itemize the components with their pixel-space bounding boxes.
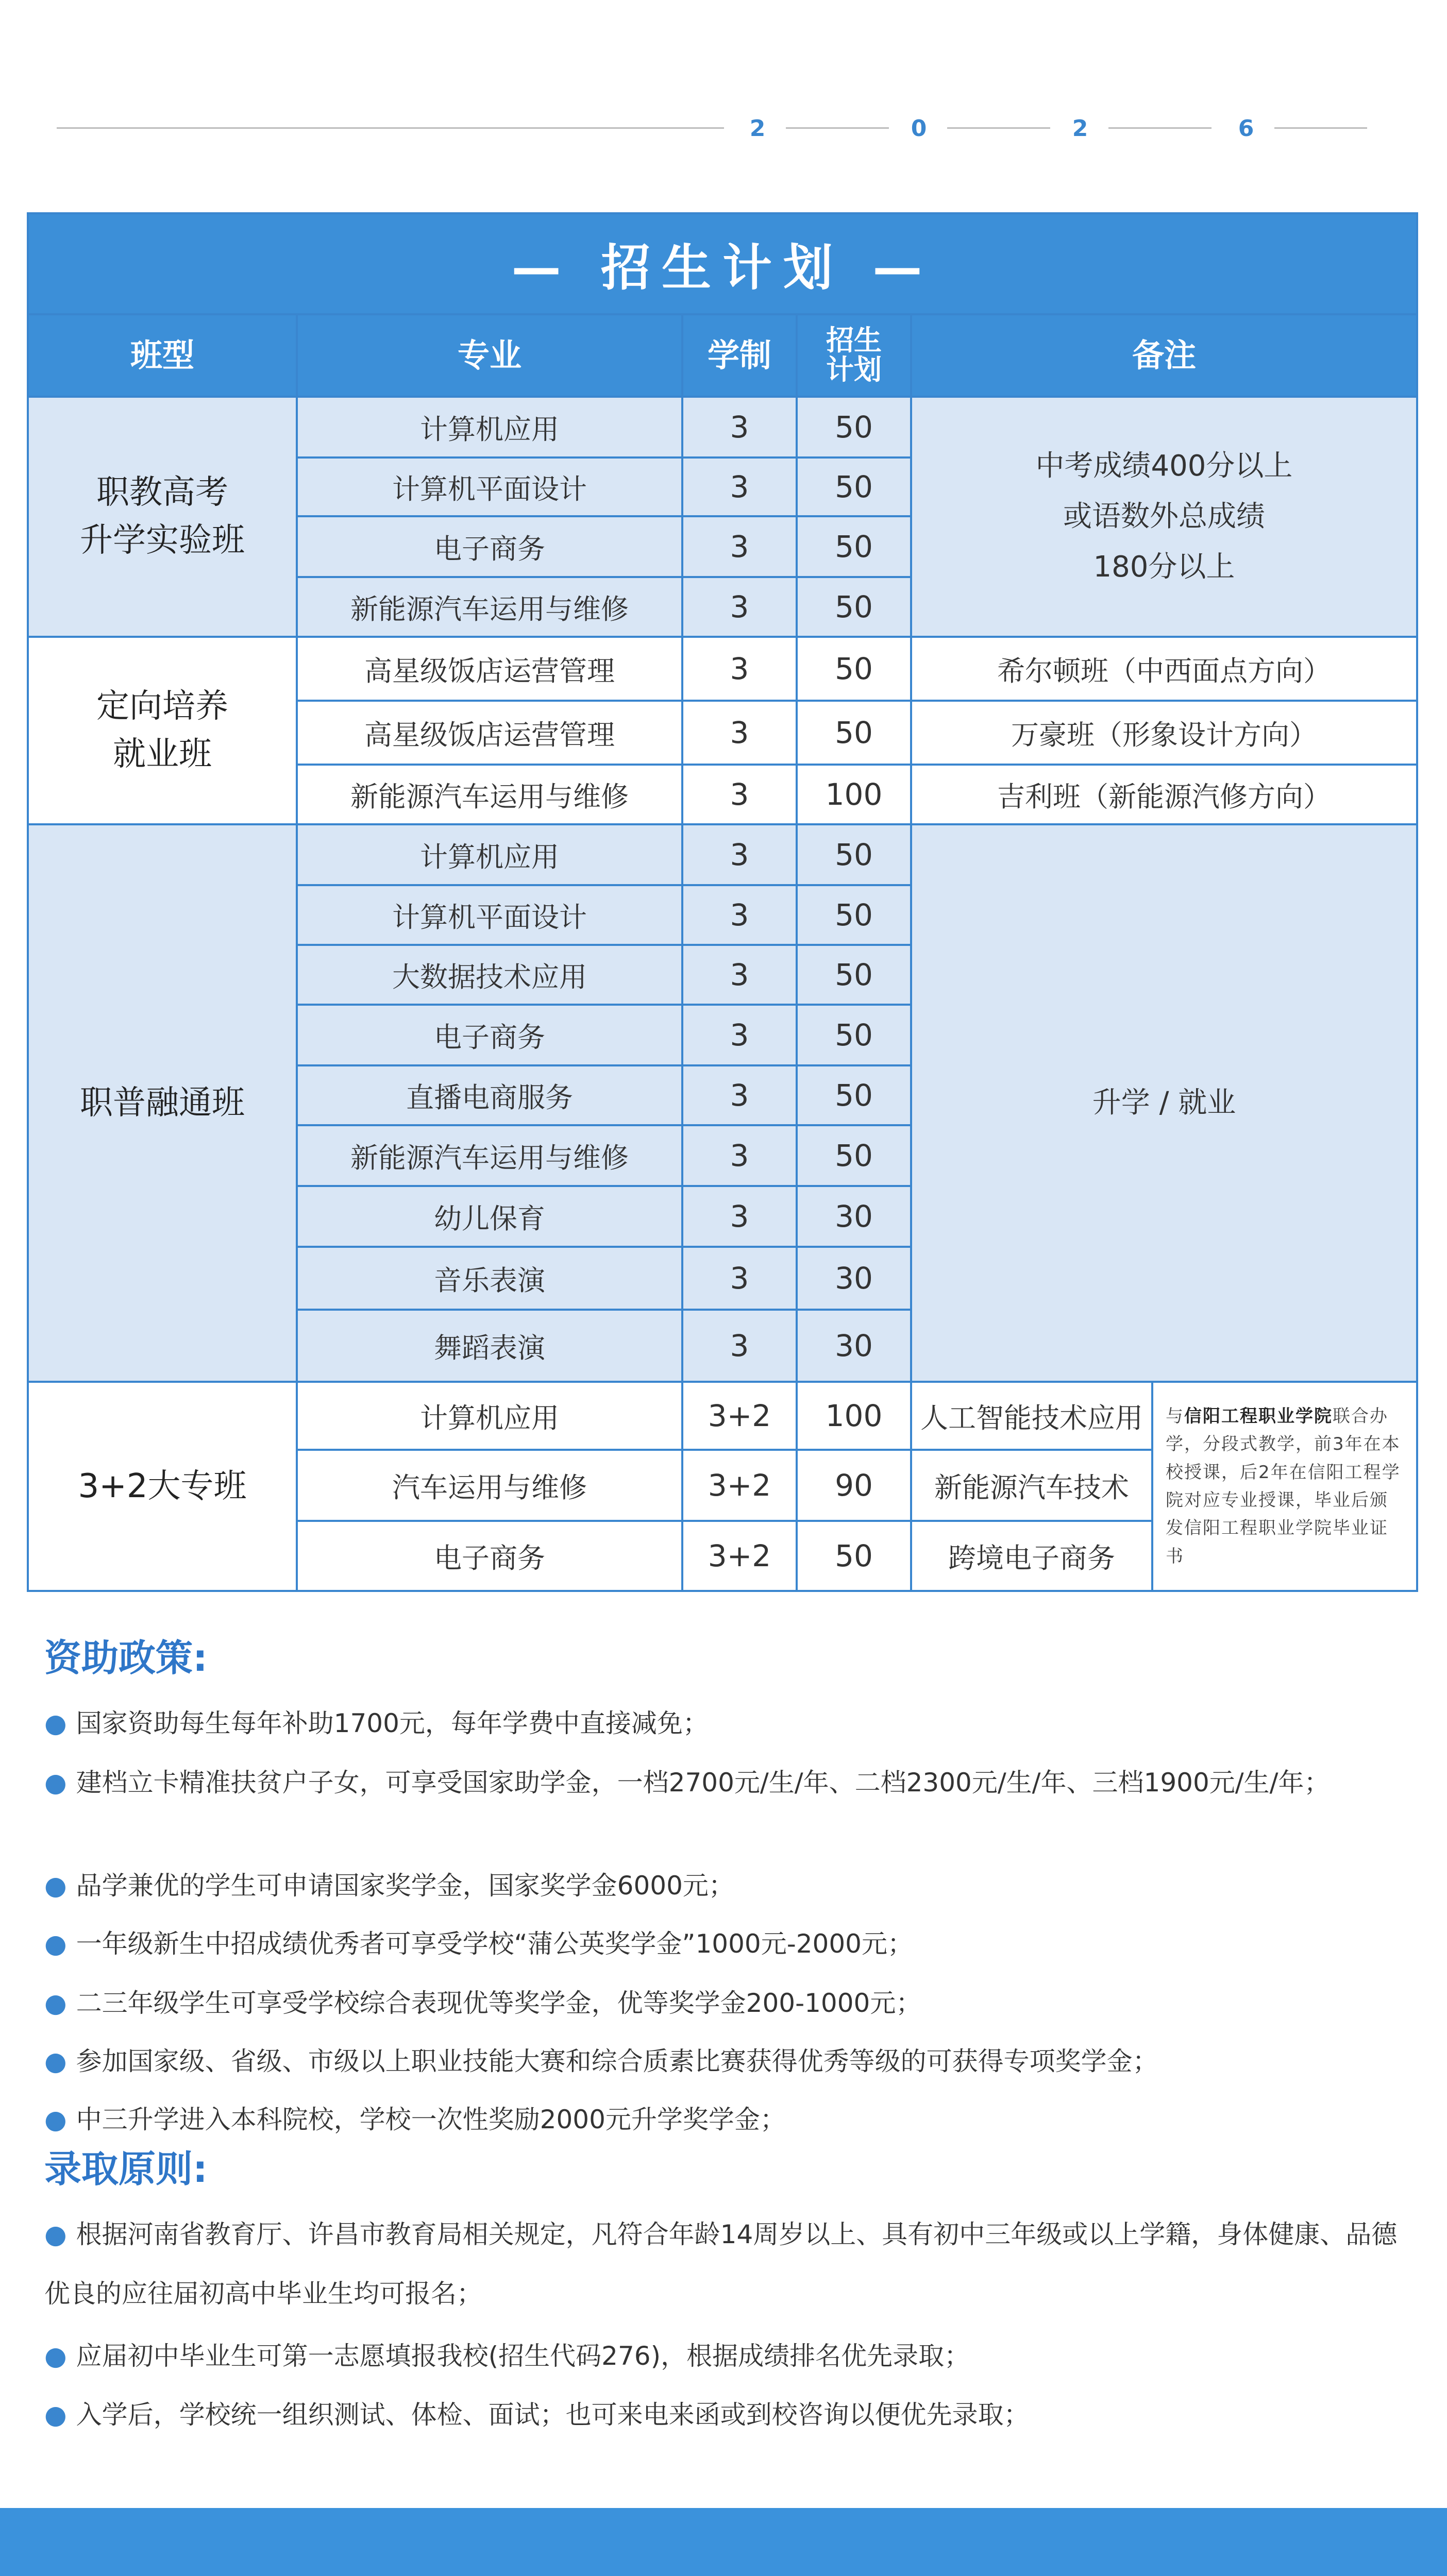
plan-cell: 50 bbox=[797, 637, 911, 701]
list-item-text: 一年级新生中招成绩优秀者可享受学校“蒲公英奖学金”1000元-2000元； bbox=[76, 1929, 913, 1959]
years-cell: 3 bbox=[682, 397, 797, 457]
list-item bbox=[44, 2328, 1415, 2384]
class-type-line: 升学实验班 bbox=[80, 521, 245, 560]
years-cell: 3 bbox=[682, 765, 797, 824]
class-type-cell bbox=[28, 397, 297, 637]
years-cell: 3 bbox=[682, 701, 797, 765]
header-class-type: 班型 bbox=[28, 314, 297, 397]
major-cell: 计算机平面设计 bbox=[297, 885, 682, 945]
list-item bbox=[44, 2033, 1415, 2090]
list-item-text: 应届初中毕业生可第一志愿填报我校(招生代码276)，根据成绩排名优先录取； bbox=[76, 2341, 970, 2371]
bullet-icon: ● bbox=[44, 1871, 67, 1901]
header-major: 专业 bbox=[297, 314, 682, 397]
major-cell: 高星级饭店运营管理 bbox=[297, 637, 682, 701]
years-cell: 3 bbox=[682, 516, 797, 577]
note-line: 180分以上 bbox=[1093, 550, 1235, 584]
list-item bbox=[44, 1695, 1415, 1752]
bullet-icon: ● bbox=[44, 1708, 67, 1738]
year-digit: 2 bbox=[749, 115, 766, 142]
class-type-cell bbox=[28, 637, 297, 824]
years-cell: 3 bbox=[682, 1310, 797, 1382]
years-cell: 3 bbox=[682, 945, 797, 1005]
table-row bbox=[28, 637, 1417, 701]
note-cell: 希尔顿班（中西面点方向） bbox=[911, 637, 1417, 701]
plan-cell: 90 bbox=[797, 1450, 911, 1521]
bullet-icon: ● bbox=[44, 2400, 67, 2430]
plan-cell: 100 bbox=[797, 765, 911, 824]
list-item bbox=[44, 1975, 1415, 2031]
year-divider bbox=[786, 127, 889, 129]
year-digit: 6 bbox=[1238, 115, 1254, 142]
year-digit: 0 bbox=[911, 115, 927, 142]
class-type-line: 定向培养 bbox=[96, 687, 228, 726]
list-item bbox=[44, 1916, 1415, 1972]
header-plan-line2: 计划 bbox=[826, 353, 882, 386]
plan-cell: 30 bbox=[797, 1310, 911, 1382]
bullet-icon: ● bbox=[44, 1768, 67, 1798]
list-item-text: 中三升学进入本科院校，学校一次性奖励2000元升学奖学金； bbox=[76, 2105, 786, 2134]
plan-cell: 50 bbox=[797, 1005, 911, 1065]
header-note: 备注 bbox=[911, 314, 1417, 397]
list-item bbox=[44, 2205, 1415, 2324]
years-cell: 3 bbox=[682, 637, 797, 701]
major-cell: 新能源汽车运用与维修 bbox=[297, 765, 682, 824]
years-cell: 3 bbox=[682, 1247, 797, 1310]
plan-cell: 50 bbox=[797, 1521, 911, 1591]
list-item-text: 品学兼优的学生可申请国家奖学金，国家奖学金6000元； bbox=[76, 1871, 734, 1901]
note-line: 或语数外总成绩 bbox=[1063, 500, 1265, 533]
funding-title: 资助政策: bbox=[44, 1636, 208, 1680]
plan-cell: 50 bbox=[797, 885, 911, 945]
plan-cell: 50 bbox=[797, 701, 911, 765]
major-cell: 舞蹈表演 bbox=[297, 1310, 682, 1382]
years-cell: 3 bbox=[682, 1065, 797, 1125]
major-cell: 新能源汽车运用与维修 bbox=[297, 1125, 682, 1186]
class-type-cell: 3+2大专班 bbox=[28, 1382, 297, 1591]
joint-program-note bbox=[1152, 1382, 1417, 1591]
major-cell: 计算机平面设计 bbox=[297, 457, 682, 516]
header-years: 学制 bbox=[682, 314, 797, 397]
year-divider bbox=[947, 127, 1050, 129]
note-line: 中考成绩400分以上 bbox=[1035, 449, 1293, 483]
plan-cell: 30 bbox=[797, 1186, 911, 1247]
year-divider bbox=[57, 127, 724, 129]
major-cell: 幼儿保育 bbox=[297, 1186, 682, 1247]
year-divider bbox=[1274, 127, 1367, 129]
major-cell: 音乐表演 bbox=[297, 1247, 682, 1310]
footer-bar bbox=[0, 2508, 1447, 2576]
major-cell: 电子商务 bbox=[297, 1521, 682, 1591]
table-header-row bbox=[28, 314, 1417, 397]
enrollment-plan-table bbox=[27, 212, 1418, 1592]
list-item-text: 国家资助每生每年补助1700元，每年学费中直接减免； bbox=[76, 1708, 709, 1738]
plan-cell: 30 bbox=[797, 1247, 911, 1310]
header-plan bbox=[797, 314, 911, 397]
college-major-cell: 人工智能技术应用 bbox=[911, 1382, 1152, 1450]
note-prefix: 与 bbox=[1166, 1405, 1184, 1427]
college-major-cell: 跨境电子商务 bbox=[911, 1521, 1152, 1591]
years-cell: 3 bbox=[682, 824, 797, 885]
plan-cell: 50 bbox=[797, 516, 911, 577]
table-row bbox=[28, 397, 1417, 457]
years-cell: 3 bbox=[682, 1125, 797, 1186]
bullet-icon: ● bbox=[44, 2219, 67, 2249]
list-item-text: 二三年级学生可享受学校综合表现优等奖学金，优等奖学金200-1000元； bbox=[76, 1988, 922, 2018]
major-cell: 电子商务 bbox=[297, 1005, 682, 1065]
years-cell: 3 bbox=[682, 1186, 797, 1247]
class-type-line: 职教高考 bbox=[96, 473, 228, 512]
note-cell: 万豪班（形象设计方向） bbox=[911, 701, 1417, 765]
plan-cell: 50 bbox=[797, 945, 911, 1005]
note-rest: 联合办学，分段式教学，前3年在本校授课，后2年在信阳工程学院对应专业授课，毕业后颁发信阳工程职业学院毕业证书 bbox=[1166, 1405, 1401, 1567]
bullet-icon: ● bbox=[44, 2105, 67, 2134]
plan-cell: 50 bbox=[797, 1125, 911, 1186]
year-divider bbox=[1108, 127, 1212, 129]
years-cell: 3 bbox=[682, 1005, 797, 1065]
plan-cell: 50 bbox=[797, 577, 911, 637]
plan-cell: 100 bbox=[797, 1382, 911, 1450]
major-cell: 新能源汽车运用与维修 bbox=[297, 577, 682, 637]
years-cell: 3 bbox=[682, 577, 797, 637]
header-plan-line1: 招生 bbox=[826, 324, 882, 357]
list-item-text: 参加国家级、省级、市级以上职业技能大赛和综合质素比赛获得优秀等级的可获得专项奖学金； bbox=[76, 2046, 1158, 2076]
bullet-icon: ● bbox=[44, 2046, 67, 2076]
note-cell: 吉利班（新能源汽修方向） bbox=[911, 765, 1417, 824]
year-digit: 2 bbox=[1072, 115, 1088, 142]
list-item-text: 入学后，学校统一组织测试、体检、面试；也可来电来函或到校咨询以便优先录取； bbox=[76, 2400, 1030, 2430]
class-type-line: 就业班 bbox=[113, 735, 212, 773]
major-cell: 计算机应用 bbox=[297, 397, 682, 457]
list-item bbox=[44, 2386, 1415, 2443]
list-item-text: 建档立卡精准扶贫户子女，可享受国家助学金，一档2700元/生/年、二档2300元/生/年、三档1900元/生/年； bbox=[76, 1768, 1330, 1798]
years-cell: 3+2 bbox=[682, 1382, 797, 1450]
bullet-icon: ● bbox=[44, 1929, 67, 1959]
plan-cell: 50 bbox=[797, 824, 911, 885]
bullet-icon: ● bbox=[44, 2341, 67, 2371]
list-item bbox=[44, 1857, 1415, 1914]
plan-cell: 50 bbox=[797, 1065, 911, 1125]
years-cell: 3+2 bbox=[682, 1450, 797, 1521]
major-cell: 汽车运用与维修 bbox=[297, 1450, 682, 1521]
list-item bbox=[44, 1753, 1415, 1812]
list-item-text: 根据河南省教育厅、许昌市教育局相关规定，凡符合年龄14周岁以上、具有初中三年级或以上学籍，身体健康、品德优良的应往届初高中毕业生均可报名； bbox=[44, 2219, 1398, 2309]
bullet-icon: ● bbox=[44, 1988, 67, 2018]
major-cell: 大数据技术应用 bbox=[297, 945, 682, 1005]
major-cell: 计算机应用 bbox=[297, 824, 682, 885]
list-item bbox=[44, 2091, 1415, 2148]
years-cell: 3 bbox=[682, 457, 797, 516]
table-row bbox=[28, 824, 1417, 885]
admission-title: 录取原则: bbox=[44, 2147, 208, 2191]
college-major-cell: 新能源汽车技术 bbox=[911, 1450, 1152, 1521]
note-cell: 升学 / 就业 bbox=[911, 824, 1417, 1382]
years-cell: 3 bbox=[682, 885, 797, 945]
plan-cell: 50 bbox=[797, 397, 911, 457]
major-cell: 直播电商服务 bbox=[297, 1065, 682, 1125]
table-title: — 招生计划 — bbox=[28, 213, 1417, 314]
major-cell: 电子商务 bbox=[297, 516, 682, 577]
major-cell: 高星级饭店运营管理 bbox=[297, 701, 682, 765]
class-type-cell: 职普融通班 bbox=[28, 824, 297, 1382]
years-cell: 3+2 bbox=[682, 1521, 797, 1591]
note-cell bbox=[911, 397, 1417, 637]
college-name: 信阳工程职业学院 bbox=[1184, 1405, 1333, 1427]
plan-cell: 50 bbox=[797, 457, 911, 516]
table-row bbox=[28, 1382, 1417, 1450]
major-cell: 计算机应用 bbox=[297, 1382, 682, 1450]
